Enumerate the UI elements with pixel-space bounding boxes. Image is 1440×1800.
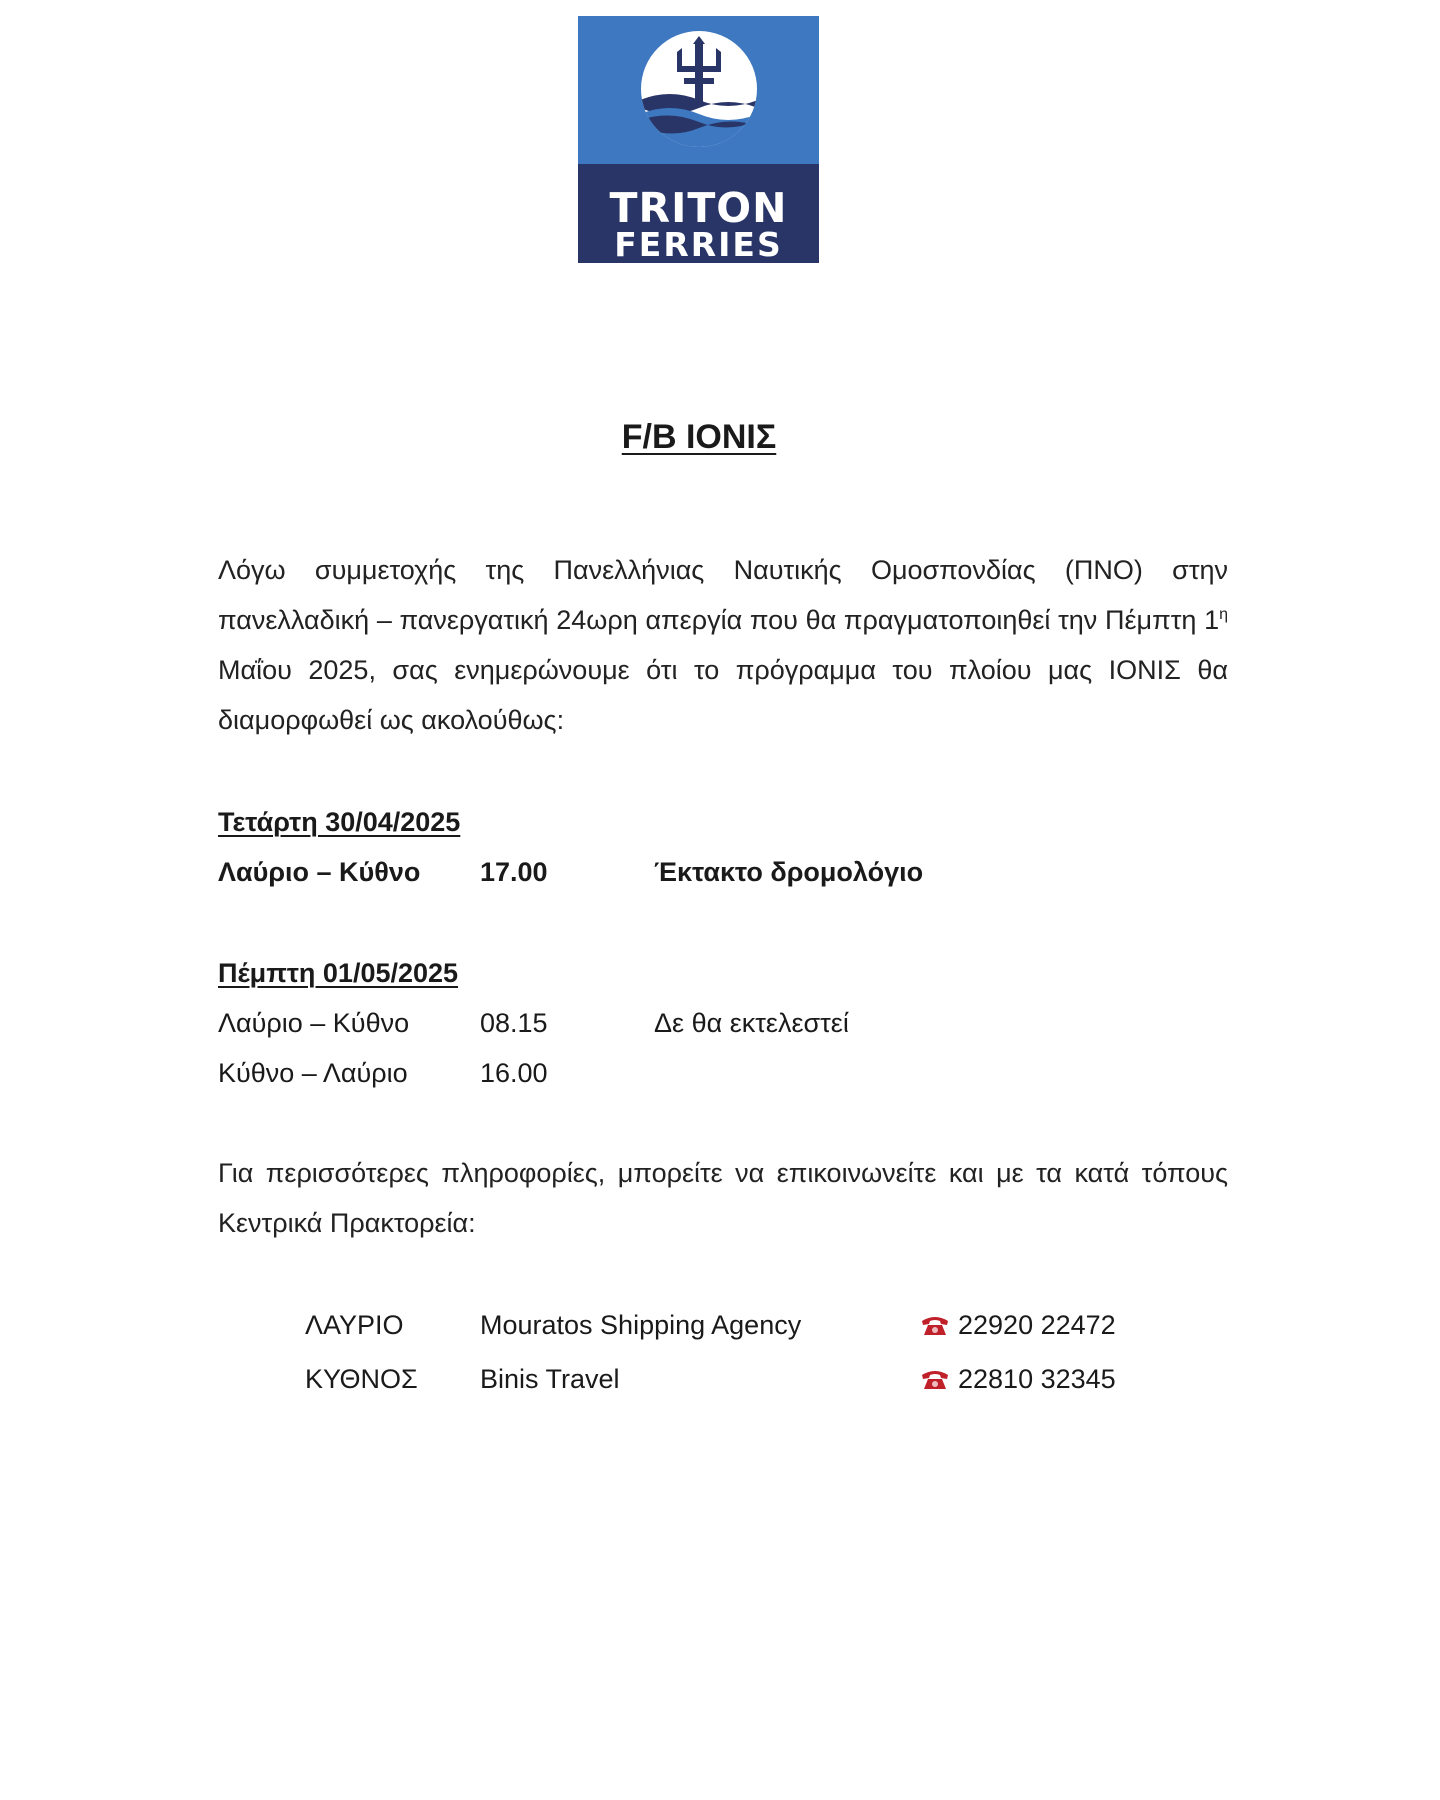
telephone-icon — [920, 1367, 950, 1391]
schedule-day-thursday — [218, 948, 1228, 1098]
logo-top-panel — [578, 16, 819, 161]
intro-text-end: Μαΐου 2025, σας ενημερώνουμε ότι το πρόγραμμα του πλοίου μας ΙΟΝΙΣ θα διαμορφωθεί ως ακολούθως: — [218, 655, 1228, 735]
schedule-row — [218, 847, 1228, 897]
triton-ferries-logo — [578, 16, 819, 263]
intro-text-start: Λόγω συμμετοχής της Πανελλήνιας Ναυτικής Ομοσπονδίας (ΠΝΟ) στην πανελλαδική – πανεργατική 24ωρη απεργία που θα πραγματοποιηθεί την Πέμπτη 1 — [218, 555, 1228, 635]
agency-phone[interactable] — [920, 1298, 1116, 1352]
agency-row — [305, 1298, 1205, 1352]
agency-name: Binis Travel — [480, 1364, 620, 1394]
intro-paragraph — [218, 545, 1228, 745]
agency-phone-number: 22920 22472 — [958, 1310, 1116, 1340]
agency-name: Mouratos Shipping Agency — [480, 1310, 802, 1340]
schedule-row — [218, 1048, 1228, 1098]
trident-wave-emblem-icon — [640, 30, 758, 148]
schedule-time: 16.00 — [480, 1058, 548, 1088]
schedule-time: 08.15 — [480, 1008, 548, 1038]
schedule-day-heading: Πέμπτη 01/05/2025 — [218, 958, 459, 988]
schedule-day-heading: Τετάρτη 30/04/2025 — [218, 807, 461, 837]
logo-wordmark-line2: FERRIES — [614, 225, 783, 264]
schedule-time: 17.00 — [480, 857, 548, 887]
schedule-route: Κύθνο – Λαύριο — [218, 1058, 408, 1088]
schedule-note: Έκτακτο δρομολόγιο — [654, 857, 924, 887]
agency-row — [305, 1352, 1205, 1406]
page-title: F/B ΙΟΝΙΣ — [621, 418, 777, 456]
agency-city: ΚΥΘΝΟΣ — [305, 1364, 418, 1394]
schedule-route: Λαύριο – Κύθνο — [218, 1008, 410, 1038]
intro-ordinal-superscript: η — [1219, 606, 1228, 623]
schedule-day-wednesday — [218, 797, 1228, 897]
agency-phone[interactable] — [920, 1352, 1116, 1406]
logo-wordmark-line1: TRITON — [609, 184, 788, 232]
schedule-row — [218, 998, 1228, 1048]
agency-phone-number: 22810 32345 — [958, 1364, 1116, 1394]
schedule-route: Λαύριο – Κύθνο — [218, 857, 421, 887]
more-info-paragraph: Για περισσότερες πληροφορίες, μπορείτε να επικοινωνείτε και με τα κατά τόπους Κεντρικά Πρακτορεία: — [218, 1158, 1228, 1238]
agency-city: ΛΑΥΡΙΟ — [305, 1310, 404, 1340]
schedule-note: Δε θα εκτελεστεί — [654, 1008, 849, 1038]
agency-list — [305, 1298, 1205, 1406]
telephone-icon — [920, 1313, 950, 1337]
